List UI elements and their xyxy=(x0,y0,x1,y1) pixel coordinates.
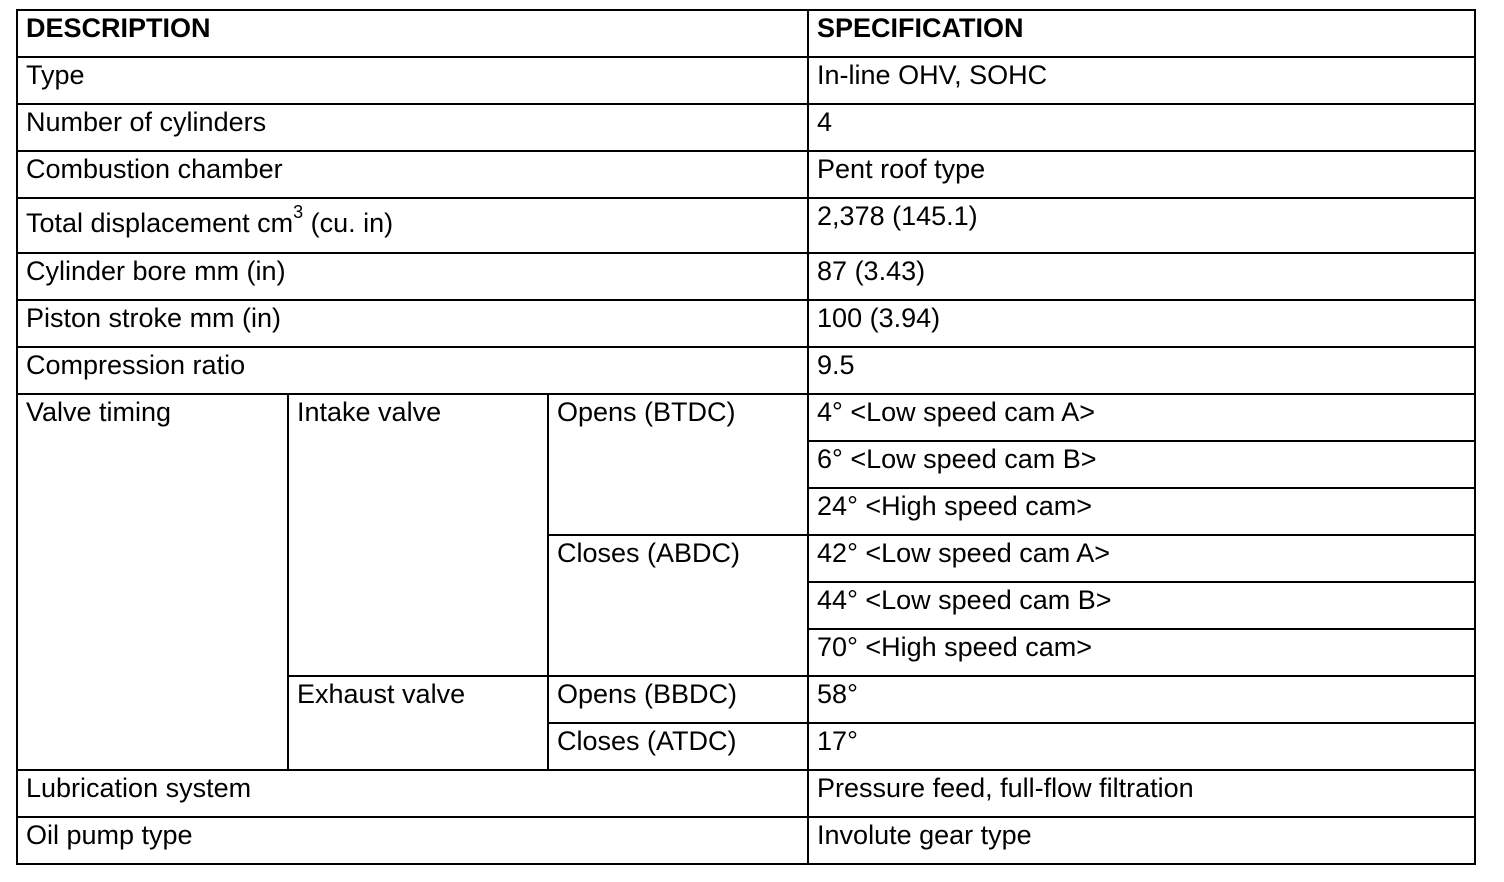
oil-pump-label: Oil pump type xyxy=(17,817,808,864)
valve-timing-label: Valve timing xyxy=(17,394,288,770)
exhaust-valve-label: Exhaust valve xyxy=(288,676,548,770)
compression-value: 9.5 xyxy=(808,347,1475,394)
stroke-label: Piston stroke mm (in) xyxy=(17,300,808,347)
intake-closes-value: 70° <High speed cam> xyxy=(808,629,1475,676)
displacement-label-sup: 3 xyxy=(293,202,304,222)
table-row xyxy=(17,300,1475,347)
intake-opens-value: 24° <High speed cam> xyxy=(808,488,1475,535)
specification-header: SPECIFICATION xyxy=(808,10,1475,57)
displacement-label xyxy=(17,198,808,253)
table-row xyxy=(17,57,1475,104)
intake-valve-label: Intake valve xyxy=(288,394,548,676)
table-row xyxy=(17,394,1475,441)
intake-opens-value: 4° <Low speed cam A> xyxy=(808,394,1475,441)
intake-closes-label: Closes (ABDC) xyxy=(548,535,808,676)
table-row xyxy=(17,253,1475,300)
table-row xyxy=(17,770,1475,817)
lubrication-value: Pressure feed, full-flow filtration xyxy=(808,770,1475,817)
combustion-value: Pent roof type xyxy=(808,151,1475,198)
cylinders-label: Number of cylinders xyxy=(17,104,808,151)
stroke-value: 100 (3.94) xyxy=(808,300,1475,347)
exhaust-opens-label: Opens (BBDC) xyxy=(548,676,808,723)
bore-value: 87 (3.43) xyxy=(808,253,1475,300)
description-header: DESCRIPTION xyxy=(17,10,808,57)
header-row xyxy=(17,10,1475,57)
intake-opens-label: Opens (BTDC) xyxy=(548,394,808,535)
table-row xyxy=(17,198,1475,253)
cylinders-value: 4 xyxy=(808,104,1475,151)
displacement-label-text: Total displacement cm xyxy=(26,208,294,238)
lubrication-label: Lubrication system xyxy=(17,770,808,817)
exhaust-opens-value: 58° xyxy=(808,676,1475,723)
intake-opens-value: 6° <Low speed cam B> xyxy=(808,441,1475,488)
exhaust-closes-value: 17° xyxy=(808,723,1475,770)
displacement-label-suffix: (cu. in) xyxy=(303,208,394,238)
combustion-label: Combustion chamber xyxy=(17,151,808,198)
compression-label: Compression ratio xyxy=(17,347,808,394)
table-row xyxy=(17,151,1475,198)
oil-pump-value: Involute gear type xyxy=(808,817,1475,864)
table-row xyxy=(17,817,1475,864)
displacement-value: 2,378 (145.1) xyxy=(808,198,1475,253)
intake-closes-value: 44° <Low speed cam B> xyxy=(808,582,1475,629)
exhaust-closes-label: Closes (ATDC) xyxy=(548,723,808,770)
table-row xyxy=(17,104,1475,151)
type-value: In-line OHV, SOHC xyxy=(808,57,1475,104)
bore-label: Cylinder bore mm (in) xyxy=(17,253,808,300)
engine-spec-table xyxy=(16,9,1476,865)
table-row xyxy=(17,347,1475,394)
intake-closes-value: 42° <Low speed cam A> xyxy=(808,535,1475,582)
type-label: Type xyxy=(17,57,808,104)
